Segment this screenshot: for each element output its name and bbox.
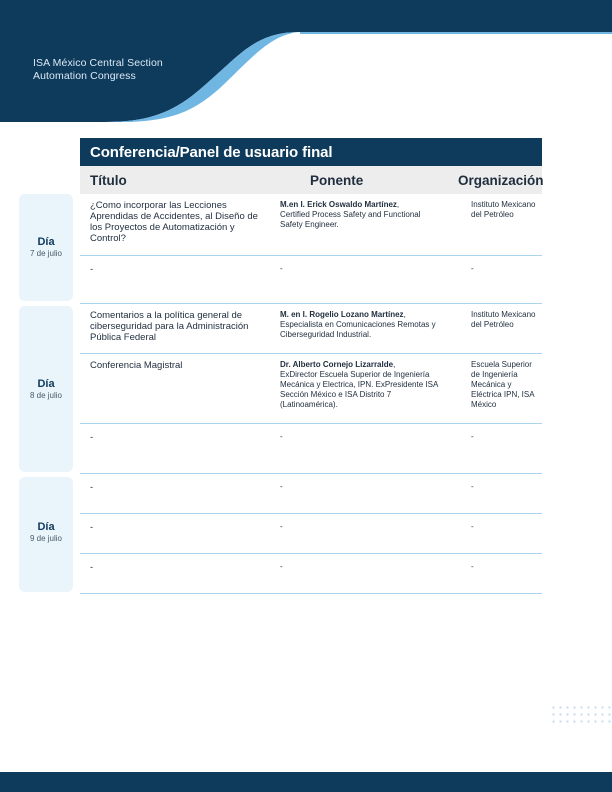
talk-title: Conferencia Magistral <box>90 360 183 371</box>
speaker-name: Dr. Alberto Cornejo Lizarralde <box>280 360 394 369</box>
organization: Escuela Superior de Ingeniería Mecánica y Eléctrica IPN, ISA México <box>471 360 535 409</box>
talk-title: - <box>90 264 94 275</box>
table-row <box>80 304 542 354</box>
day-date: 9 de julio <box>29 534 63 543</box>
day-label: Día <box>37 521 55 533</box>
table-row <box>80 194 542 256</box>
day-card-9-julio <box>19 477 73 592</box>
column-header-speaker: Ponente <box>310 173 364 188</box>
decorative-dot-pattern <box>550 704 612 726</box>
talk-title: - <box>90 482 94 493</box>
table-title-bar <box>80 138 542 166</box>
page-header <box>0 0 612 125</box>
organization: - <box>471 264 474 273</box>
table-row <box>80 424 542 474</box>
table-row <box>80 354 542 424</box>
day-date: 7 de julio <box>29 249 63 258</box>
table-row <box>80 554 542 594</box>
organization: Instituto Mexicano del Petróleo <box>471 310 536 329</box>
talk-title: - <box>90 522 94 533</box>
speaker-name: M.en I. Erick Oswaldo Martínez <box>280 200 397 209</box>
organization: - <box>471 522 474 531</box>
organization: - <box>471 432 474 441</box>
speaker-detail: Especialista en Comunicaciones Remotas y Ciberseguridad Industrial. <box>280 320 436 339</box>
table-row <box>80 256 542 304</box>
speaker-name: - <box>280 482 283 491</box>
organization: - <box>471 482 474 491</box>
org-name-line1: ISA México Central Section <box>33 57 163 69</box>
speaker-name: - <box>280 432 283 441</box>
speaker-detail: ExDirector Escuela Superior de Ingeniería Mecánica y Electrica, IPN. ExPresidente ISA Sección México e ISA Distrito 7 (Latinoamérica). <box>280 370 438 409</box>
speaker-cell: Dr. Alberto Cornejo Lizarralde, ExDirector Escuela Superior de Ingeniería Mecánica y Electrica, IPN. ExPresidente ISA Sección México e ISA Distrito 7 (Latinoamérica). <box>280 360 438 409</box>
day-date: 8 de julio <box>29 391 63 400</box>
speaker-name: - <box>280 562 283 571</box>
table-row <box>80 474 542 514</box>
speaker-name: - <box>280 522 283 531</box>
talk-title: Comentarios a la política general de ciberseguridad para la Administración Pública Federal <box>90 310 249 343</box>
table-header-row <box>80 166 542 194</box>
organization: - <box>471 562 474 571</box>
day-label: Día <box>37 378 55 390</box>
speaker-detail: Certified Process Safety and Functional Safety Engineer. <box>280 210 421 229</box>
column-header-title: Título <box>90 173 127 188</box>
day-card-7-julio <box>19 194 73 301</box>
speaker-cell: M. en I. Rogelio Lozano Martínez, Especialista en Comunicaciones Remotas y Ciberseguridad Industrial. <box>280 310 436 339</box>
org-name-line2: Automation Congress <box>33 70 136 82</box>
column-header-organization: Organización <box>458 173 544 188</box>
talk-title: ¿Como incorporar las Lecciones Aprendidas de Accidentes, al Diseño de los Proyectos de Automatización y Control? <box>90 200 258 244</box>
table-title: Conferencia/Panel de usuario final <box>90 144 333 161</box>
day-card-8-julio <box>19 306 73 472</box>
speaker-cell: M.en I. Erick Oswaldo Martínez, Certified Process Safety and Functional Safety Engineer. <box>280 200 421 229</box>
speaker-name: M. en I. Rogelio Lozano Martínez <box>280 310 404 319</box>
footer-bar <box>0 772 612 792</box>
talk-title: - <box>90 432 94 443</box>
speaker-name: - <box>280 264 283 273</box>
table-row <box>80 514 542 554</box>
talk-title: - <box>90 562 94 573</box>
organization: Instituto Mexicano del Petróleo <box>471 200 536 219</box>
day-label: Día <box>37 236 55 248</box>
